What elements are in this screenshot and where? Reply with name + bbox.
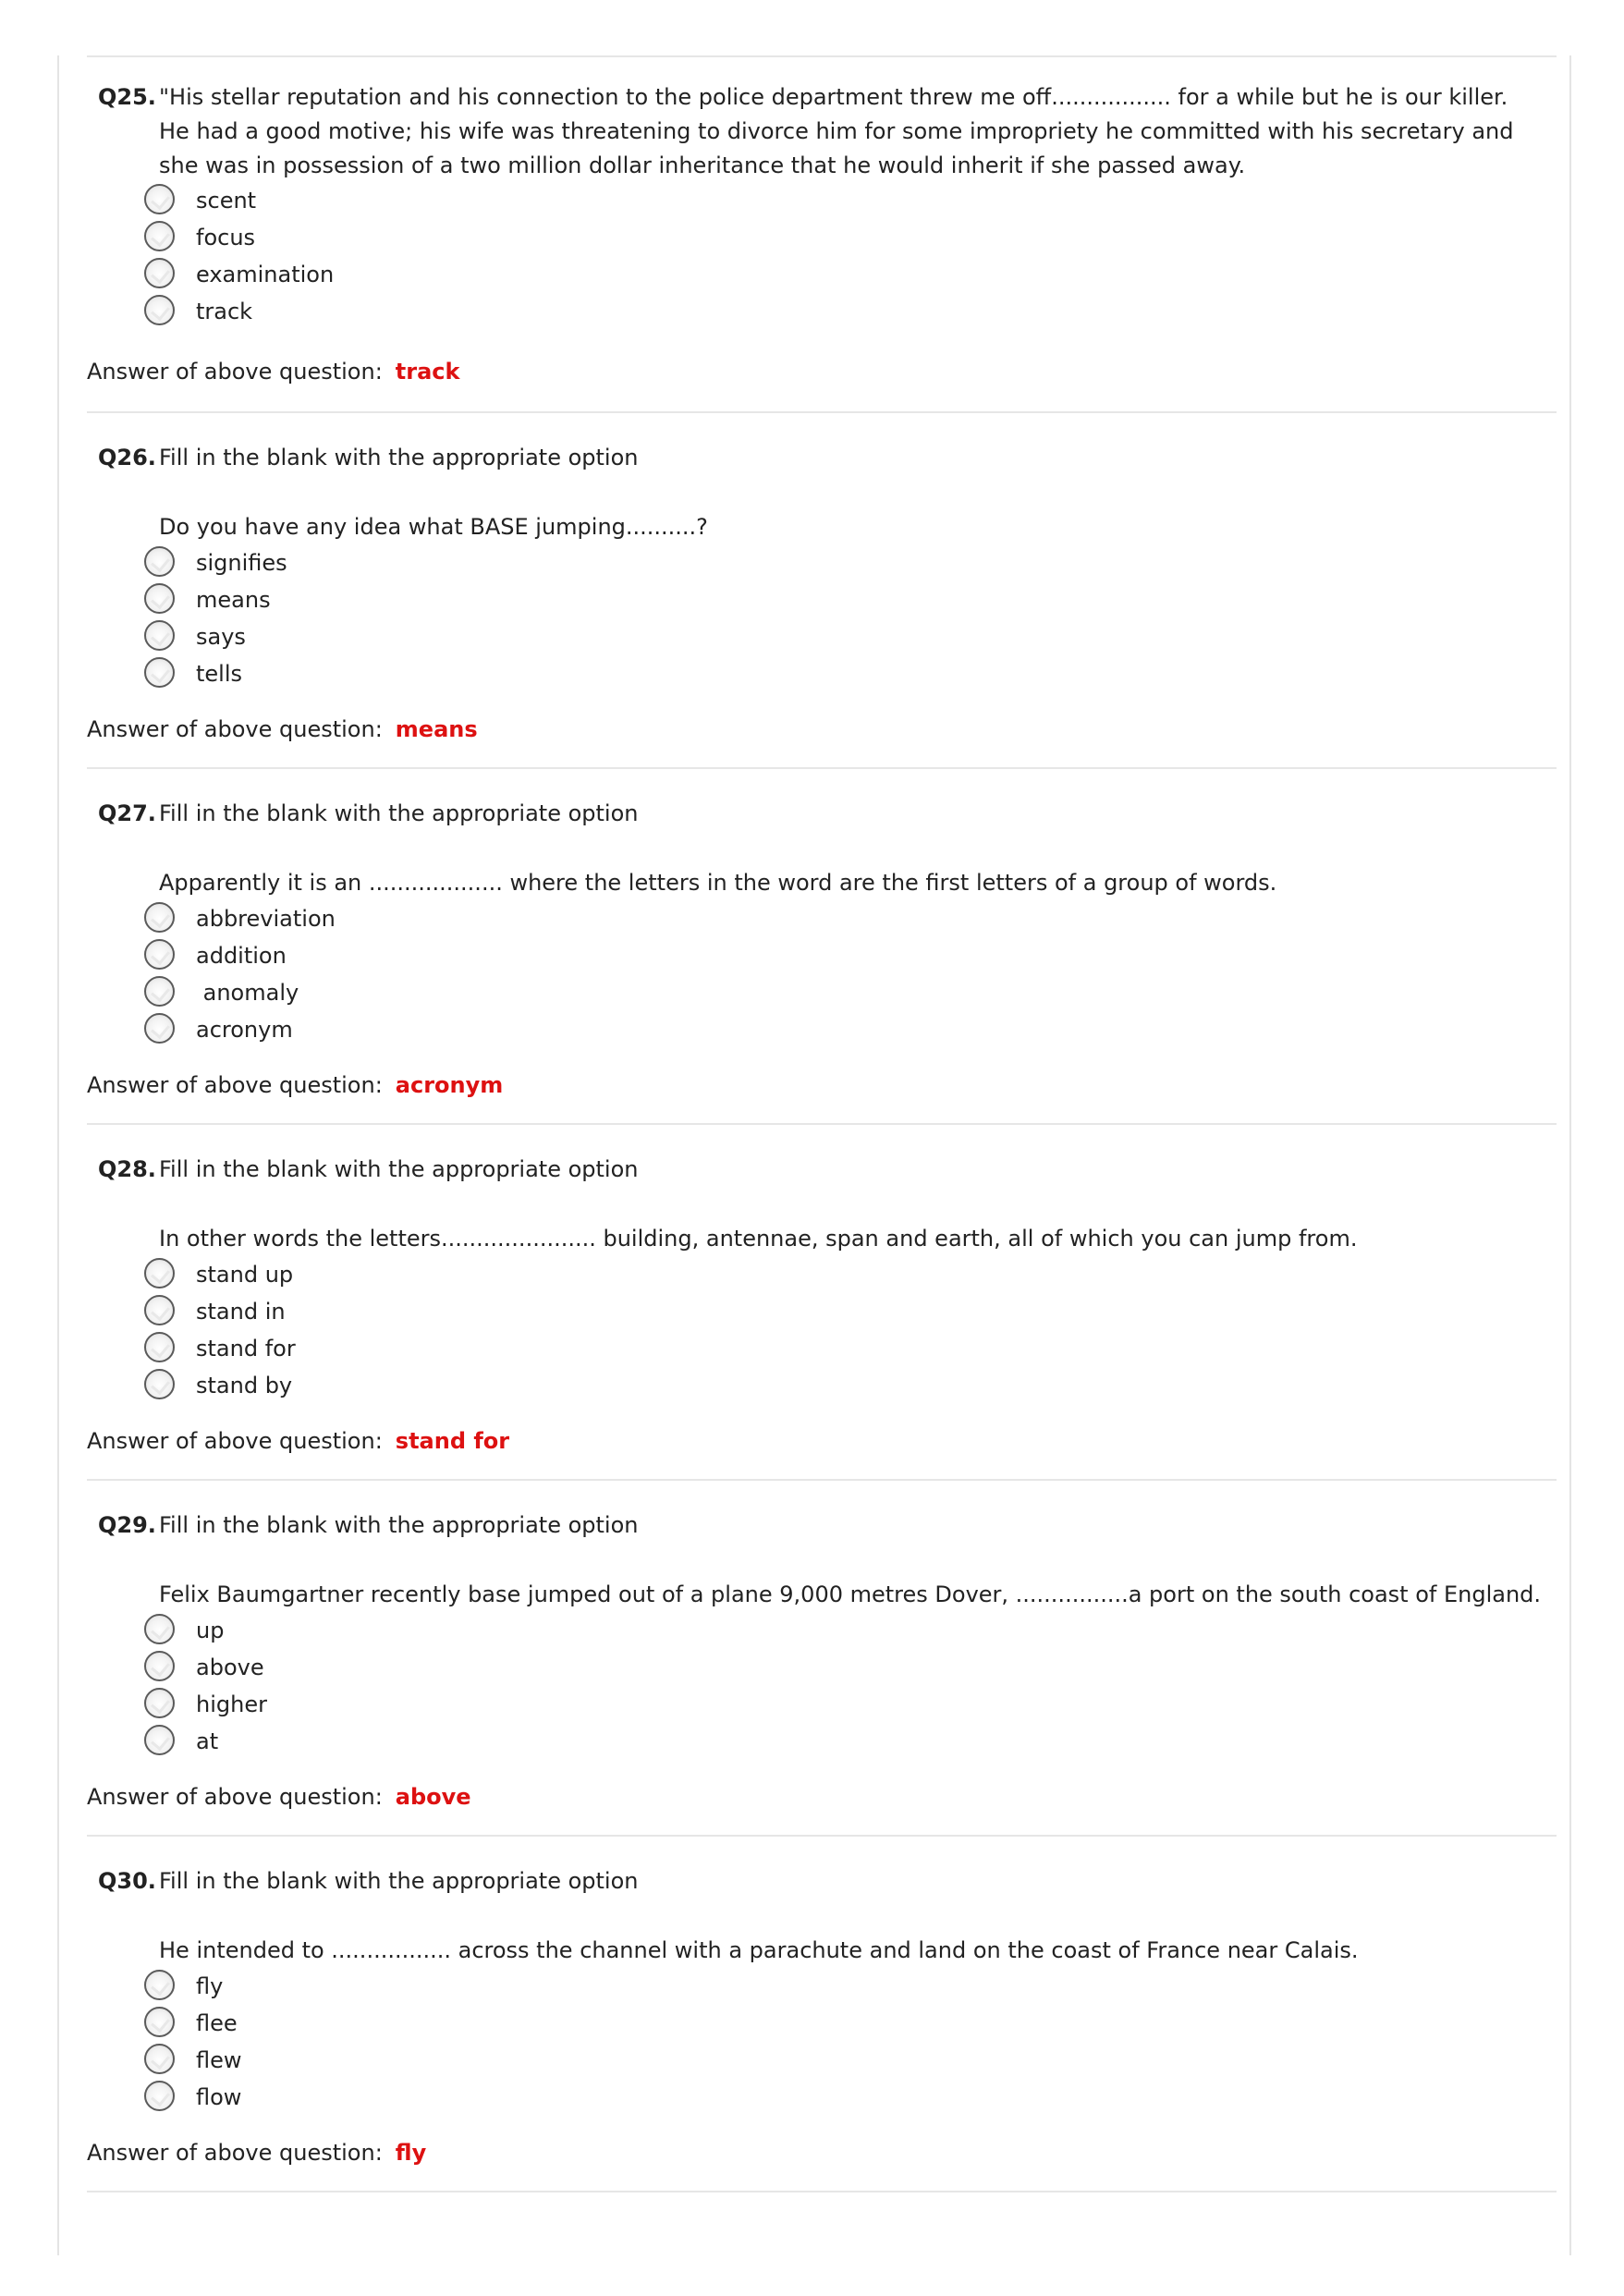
option-item[interactable] xyxy=(144,219,699,256)
question-text: Fill in the blank with the appropriate option xyxy=(159,445,639,470)
radio-button[interactable] xyxy=(144,1295,175,1325)
option-list xyxy=(144,1256,699,1404)
answer-value: track xyxy=(395,359,460,385)
option-label: above xyxy=(196,1655,264,1680)
radio-button[interactable] xyxy=(144,2081,175,2111)
answer-line xyxy=(87,713,478,747)
option-list xyxy=(144,182,699,330)
radio-button[interactable] xyxy=(144,258,175,288)
answer-value: means xyxy=(395,716,478,742)
question-number: Q27. xyxy=(98,800,156,826)
question-header xyxy=(98,441,1545,475)
answer-prefix: Answer of above question: xyxy=(87,1784,383,1810)
answer-line xyxy=(87,2136,426,2170)
option-item[interactable] xyxy=(144,2005,699,2042)
radio-button[interactable] xyxy=(144,1725,175,1755)
option-label: track xyxy=(196,299,253,324)
question-27 xyxy=(87,769,1557,1125)
option-item[interactable] xyxy=(144,256,699,293)
option-item[interactable] xyxy=(144,2079,699,2116)
question-text: Fill in the blank with the appropriate option xyxy=(159,1512,639,1538)
option-label: flew xyxy=(196,2047,242,2073)
answer-value: fly xyxy=(395,2140,427,2166)
radio-button[interactable] xyxy=(144,1369,175,1399)
option-label: flow xyxy=(196,2084,242,2110)
question-stem: Felix Baumgartner recently base jumped out of a plane 9,000 metres Dover, ................a port on the south coast of England. xyxy=(159,1582,1542,1607)
option-label: higher xyxy=(196,1691,267,1717)
answer-line xyxy=(87,355,459,389)
question-header xyxy=(98,797,1545,831)
option-label: stand in xyxy=(196,1299,286,1325)
question-28 xyxy=(87,1125,1557,1481)
question-25 xyxy=(87,57,1557,413)
option-item[interactable] xyxy=(144,1256,699,1293)
option-item[interactable] xyxy=(144,293,699,330)
option-item[interactable] xyxy=(144,544,699,581)
question-number: Q28. xyxy=(98,1156,156,1182)
question-29 xyxy=(87,1481,1557,1837)
question-number: Q30. xyxy=(98,1868,156,1894)
option-item[interactable] xyxy=(144,1968,699,2005)
option-list xyxy=(144,1968,699,2116)
radio-button[interactable] xyxy=(144,939,175,970)
answer-prefix: Answer of above question: xyxy=(87,1072,383,1098)
radio-button[interactable] xyxy=(144,1258,175,1288)
radio-button[interactable] xyxy=(144,657,175,688)
radio-button[interactable] xyxy=(144,1013,175,1044)
answer-prefix: Answer of above question: xyxy=(87,359,383,385)
question-text: "His stellar reputation and his connection to the police department threw me off................. for a while but he is our killer. He had a good motive; his wife was threatening to divorce him for some impropriety he committed with his secretary and she was in possession of a two million dollar inheritance that he would inherit if she passed away. xyxy=(159,84,1514,178)
radio-button[interactable] xyxy=(144,902,175,933)
radio-button[interactable] xyxy=(144,546,175,577)
option-label: abbreviation xyxy=(196,906,336,932)
option-label: examination xyxy=(196,262,335,287)
option-item[interactable] xyxy=(144,581,699,618)
option-item[interactable] xyxy=(144,900,699,937)
option-label: flee xyxy=(196,2010,238,2036)
option-label: says xyxy=(196,624,246,650)
option-label: addition xyxy=(196,943,287,969)
radio-button[interactable] xyxy=(144,1688,175,1718)
answer-prefix: Answer of above question: xyxy=(87,1428,383,1454)
radio-button[interactable] xyxy=(144,2044,175,2074)
page-frame-right xyxy=(1569,55,1571,2255)
option-item[interactable] xyxy=(144,1723,699,1760)
answer-prefix: Answer of above question: xyxy=(87,2140,383,2166)
answer-line xyxy=(87,1780,471,1814)
question-number: Q25. xyxy=(98,84,156,110)
option-list xyxy=(144,544,699,692)
option-label: tells xyxy=(196,661,243,687)
radio-button[interactable] xyxy=(144,184,175,214)
radio-button[interactable] xyxy=(144,620,175,651)
option-list xyxy=(144,1612,699,1760)
option-list xyxy=(144,900,699,1048)
radio-button[interactable] xyxy=(144,295,175,325)
option-label: stand by xyxy=(196,1373,293,1398)
option-item[interactable] xyxy=(144,974,699,1011)
option-item[interactable] xyxy=(144,937,699,974)
option-label: up xyxy=(196,1618,225,1643)
option-label: fly xyxy=(196,1973,224,1999)
question-stem: He intended to ................. across the channel with a parachute and land on the coast of France near Calais. xyxy=(159,1937,1359,1963)
question-header xyxy=(98,80,1545,183)
answer-prefix: Answer of above question: xyxy=(87,716,383,742)
option-label: scent xyxy=(196,188,257,214)
radio-button[interactable] xyxy=(144,976,175,1007)
question-header xyxy=(98,1508,1545,1543)
radio-button[interactable] xyxy=(144,1614,175,1644)
option-item[interactable] xyxy=(144,655,699,692)
answer-value: above xyxy=(395,1784,471,1810)
option-item[interactable] xyxy=(144,618,699,655)
option-item[interactable] xyxy=(144,1612,699,1649)
radio-button[interactable] xyxy=(144,221,175,251)
question-text: Fill in the blank with the appropriate option xyxy=(159,800,639,826)
page-frame-left xyxy=(57,55,59,2255)
option-item[interactable] xyxy=(144,1367,699,1404)
option-label: focus xyxy=(196,225,256,250)
option-item[interactable] xyxy=(144,2042,699,2079)
radio-button[interactable] xyxy=(144,1651,175,1681)
option-item[interactable] xyxy=(144,1293,699,1330)
answer-value: acronym xyxy=(395,1072,504,1098)
question-30 xyxy=(87,1837,1557,2192)
radio-button[interactable] xyxy=(144,1332,175,1362)
radio-button[interactable] xyxy=(144,1970,175,2000)
question-number: Q26. xyxy=(98,445,156,470)
option-label: means xyxy=(196,587,271,613)
question-26 xyxy=(87,413,1557,769)
question-stem: Do you have any idea what BASE jumping..........? xyxy=(159,514,708,540)
answer-value: stand for xyxy=(395,1428,510,1454)
question-text: Fill in the blank with the appropriate option xyxy=(159,1868,639,1894)
option-label: acronym xyxy=(196,1017,293,1043)
question-text: Fill in the blank with the appropriate option xyxy=(159,1156,639,1182)
option-item[interactable] xyxy=(144,1011,699,1048)
option-item[interactable] xyxy=(144,1649,699,1686)
option-label: stand up xyxy=(196,1262,294,1288)
option-label: anomaly xyxy=(196,980,299,1006)
answer-line xyxy=(87,1424,509,1459)
question-divider xyxy=(87,2191,1557,2192)
option-label: stand for xyxy=(196,1336,296,1362)
radio-button[interactable] xyxy=(144,583,175,614)
option-item[interactable] xyxy=(144,1330,699,1367)
option-label: signifies xyxy=(196,550,287,576)
radio-button[interactable] xyxy=(144,2007,175,2037)
question-stem: In other words the letters...................... building, antennae, span and earth, all of which you can jump from. xyxy=(159,1226,1358,1252)
answer-line xyxy=(87,1069,503,1103)
option-item[interactable] xyxy=(144,182,699,219)
question-number: Q29. xyxy=(98,1512,156,1538)
option-item[interactable] xyxy=(144,1686,699,1723)
question-header xyxy=(98,1864,1545,1899)
question-header xyxy=(98,1153,1545,1187)
option-label: at xyxy=(196,1728,219,1754)
question-list xyxy=(87,55,1557,2192)
question-stem: Apparently it is an ................... where the letters in the word are the first letters of a group of words. xyxy=(159,870,1277,896)
